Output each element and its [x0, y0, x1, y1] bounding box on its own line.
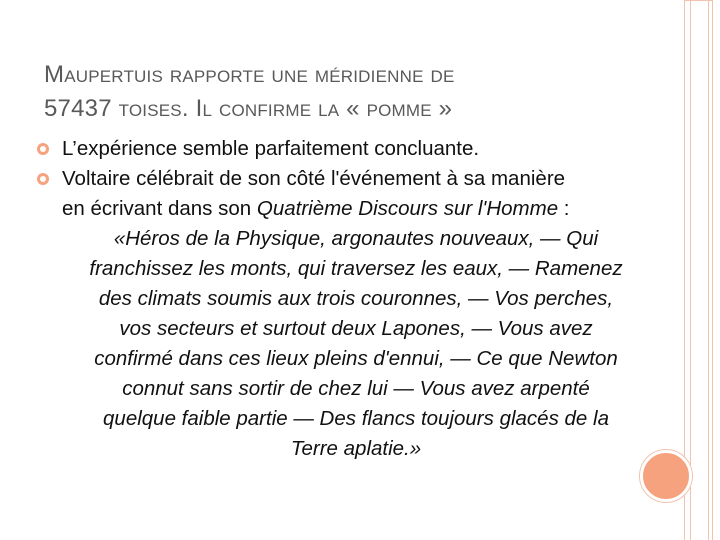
book-title: Quatrième Discours sur l'Homme: [256, 197, 559, 220]
bullet-item: [36, 164, 676, 194]
quote-line: confirmé dans ces lieux pleins d'ennui, — Ce que Newton: [94, 347, 618, 370]
bullet-item: [36, 134, 676, 164]
quote-line: des climats soumis aux trois couronnes, — Vos perches,: [98, 287, 614, 310]
quote-line: franchissez les monts, qui traversez les eaux, — Ramenez: [89, 257, 623, 280]
quote-line: vos secteurs et surtout deux Lapones, — Vous avez: [119, 317, 593, 340]
bullet-icon: [36, 172, 50, 186]
title-line-2: 57437 toises. Il confirme la « pomme »: [44, 95, 453, 122]
poem-quote: [36, 224, 676, 464]
quote-line: quelque faible partie — Des flancs toujours glacés de la: [103, 407, 609, 430]
quote-line: «Héros de la Physique, argonautes nouveaux, — Qui: [113, 227, 599, 250]
slide-body: [36, 134, 676, 464]
frame-line: [690, 0, 691, 540]
slide-title: [44, 58, 664, 126]
title-line-1: Maupertuis rapporte une méridienne de: [44, 61, 455, 88]
bullet-text: en écrivant dans son: [62, 197, 257, 220]
frame-line: [684, 0, 713, 1]
bullet-icon: [36, 142, 50, 156]
bullet-continuation: [36, 194, 676, 224]
quote-line: Terre aplatie.»: [290, 437, 422, 460]
bullet-text: Voltaire célébrait de son côté l'événement à sa manière: [62, 167, 566, 190]
frame-line: [712, 0, 713, 540]
bullet-text: :: [558, 197, 570, 220]
bullet-text: L’expérience semble parfaitement concluante.: [62, 137, 480, 160]
frame-line: [708, 0, 709, 540]
quote-line: connut sans sortir de chez lui — Vous avez arpenté: [122, 377, 590, 400]
